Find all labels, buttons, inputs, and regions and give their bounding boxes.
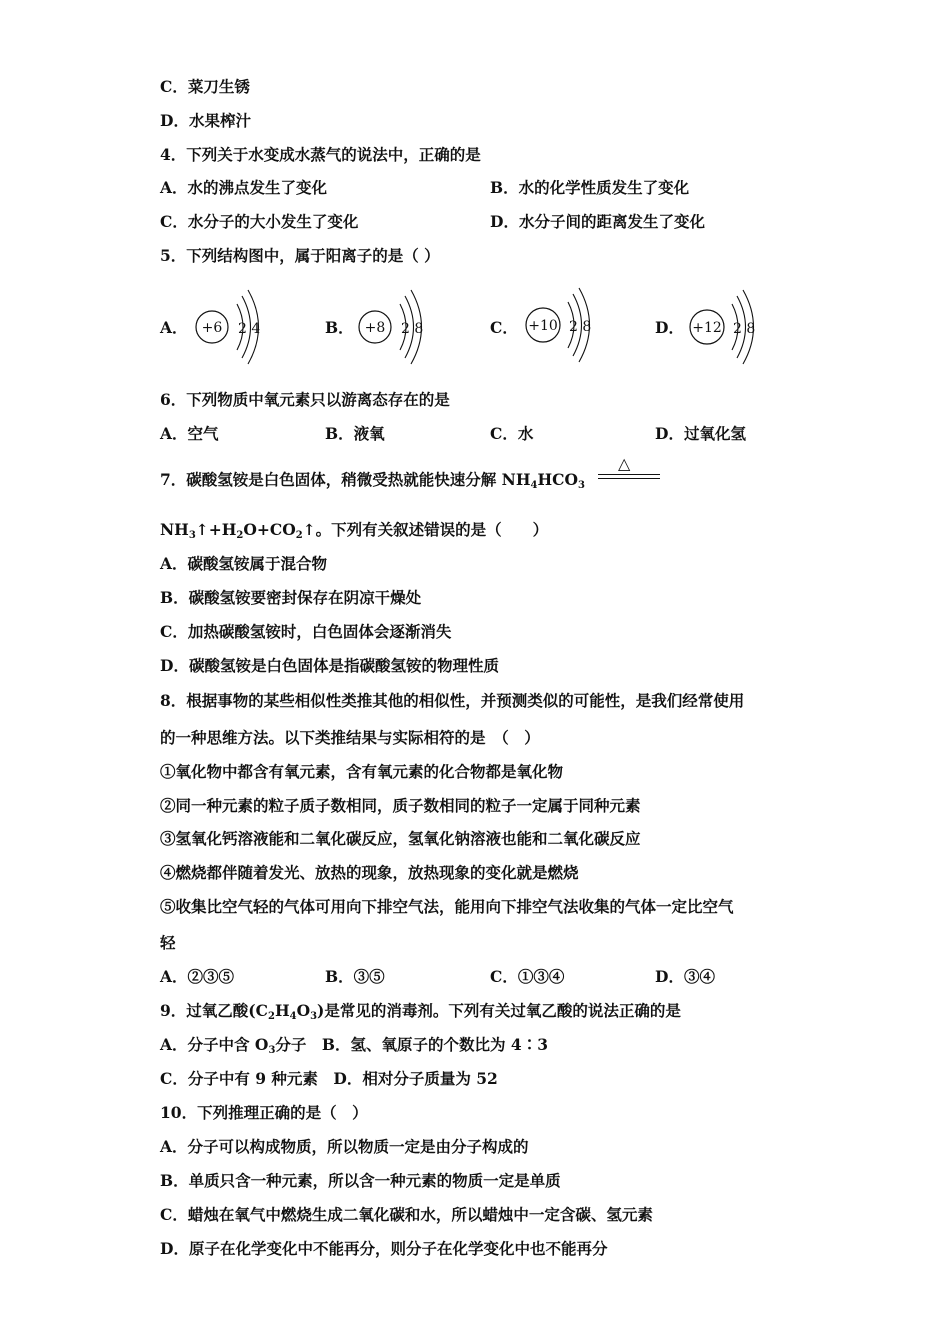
q4-option-a: A．水的沸点发生了变化 <box>160 178 328 197</box>
q5-option-d-label: D． <box>655 318 684 337</box>
q9-options-ab: A．分子中含 $O_3$分子 B．氢、氧原子的个数比为 4∶3 <box>160 1035 548 1056</box>
nucleus-charge: +6 <box>201 320 223 336</box>
electron-shells: 2 8 <box>733 321 756 337</box>
q8-option-c: C．①③④ <box>490 967 565 986</box>
q5-option-a-label: A． <box>160 318 188 337</box>
q6-option-b: B．液氧 <box>325 424 385 443</box>
q7-option-d: D．碳酸氢铵是白色固体是指碳酸氢铵的物理性质 <box>160 656 499 675</box>
nucleus-charge: +10 <box>528 318 558 334</box>
q7-option-a: A．碳酸氢铵属于混合物 <box>160 554 328 573</box>
q6-option-a: A．空气 <box>160 424 219 443</box>
q4-option-b: B．水的化学性质发生了变化 <box>490 178 690 197</box>
q9-options-cd: C．分子中有 9 种元素 D．相对分子质量为 52 <box>160 1069 498 1088</box>
q6-option-d: D．过氧化氢 <box>655 424 746 443</box>
q5-option-b-label: B． <box>325 318 354 337</box>
q9-stem: 9．过氧乙酸$(C_2H_4O_3)$是常见的消毒剂。下列有关过氧乙酸的说法正确的是 <box>160 1001 681 1022</box>
q10-option-b: B．单质只含一种元素，所以含一种元素的物质一定是单质 <box>160 1171 561 1190</box>
electron-shells: 2 8 <box>569 319 592 335</box>
q10-option-a: A．分子可以构成物质，所以物质一定是由分子构成的 <box>160 1137 529 1156</box>
q6-option-c: C．水 <box>490 424 534 443</box>
electron-shells: 2 4 <box>238 321 261 337</box>
equals-line <box>598 474 660 475</box>
nucleus-charge: +12 <box>692 320 722 336</box>
electron-shells: 2 8 <box>401 321 424 337</box>
q8-item-5-cont: 轻 <box>160 933 176 952</box>
q8-stem-line1: 8．根据事物的某些相似性类推其他的相似性，并预测类似的可能性，是我们经常使用 <box>160 691 745 710</box>
q4-stem: 4．下列关于水变成水蒸气的说法中，正确的是 <box>160 145 481 164</box>
q4-option-d: D．水分子间的距离发生了变化 <box>490 212 705 231</box>
q7-option-c: C．加热碳酸氢铵时，白色固体会逐渐消失 <box>160 622 452 641</box>
q8-item-2: ②同一种元素的粒子质子数相同，质子数相同的粒子一定属于同种元素 <box>160 796 641 815</box>
q8-option-a: A．②③⑤ <box>160 967 235 986</box>
q5-option-c-label: C． <box>490 318 518 337</box>
q5-option-c-diagram <box>524 284 604 366</box>
q10-option-d: D．原子在化学变化中不能再分，则分子在化学变化中也不能再分 <box>160 1239 608 1258</box>
q5-option-a-diagram <box>193 286 273 368</box>
q8-item-5: ⑤收集比空气轻的气体可用向下排空气法，能用向下排空气法收集的气体一定比空气 <box>160 897 734 916</box>
q7-option-b: B．碳酸氢铵要密封保存在阴凉干燥处 <box>160 588 422 607</box>
q4-option-c: C．水分子的大小发生了变化 <box>160 212 359 231</box>
q3-option-d: D．水果榨汁 <box>160 111 251 130</box>
q6-options <box>0 424 950 444</box>
q10-stem: 10．下列推理正确的是（ ） <box>160 1103 368 1122</box>
q7-stem: 7．碳酸氢铵是白色固体，稍微受热就能快速分解 $NH_4HCO_3$ <box>160 470 585 491</box>
q5-option-b-diagram <box>356 286 436 368</box>
q8-stem-line2: 的一种思维方法。以下类推结果与实际相符的是 （ ） <box>160 728 540 747</box>
nucleus-charge: +8 <box>364 320 386 336</box>
q8-item-3: ③氢氧化钙溶液能和二氧化碳反应，氢氧化钠溶液也能和二氧化碳反应 <box>160 829 641 848</box>
equals-line <box>598 478 660 479</box>
q7-stem-line2: $NH_3↑+H_2O+CO_2↑$。下列有关叙述错误的是（ ） <box>160 520 549 541</box>
q5-option-d-diagram <box>688 286 768 368</box>
q5-stem: 5．下列结构图中，属于阳离子的是（ ） <box>160 246 440 265</box>
q8-option-d: D．③④ <box>655 967 715 986</box>
q8-item-4: ④燃烧都伴随着发光、放热的现象，放热现象的变化就是燃烧 <box>160 863 579 882</box>
delta-symbol: △ <box>618 454 631 473</box>
q10-option-c: C．蜡烛在氧气中燃烧生成二氧化碳和水，所以蜡烛中一定含碳、氢元素 <box>160 1205 653 1224</box>
heating-condition-sign <box>598 455 660 481</box>
q8-option-b: B．③⑤ <box>325 967 385 986</box>
q6-stem: 6．下列物质中氧元素只以游离态存在的是 <box>160 390 450 409</box>
q8-options <box>0 967 950 987</box>
q8-item-1: ①氧化物中都含有氧元素，含有氧元素的化合物都是氧化物 <box>160 762 564 781</box>
q3-option-c: C．菜刀生锈 <box>160 77 250 96</box>
